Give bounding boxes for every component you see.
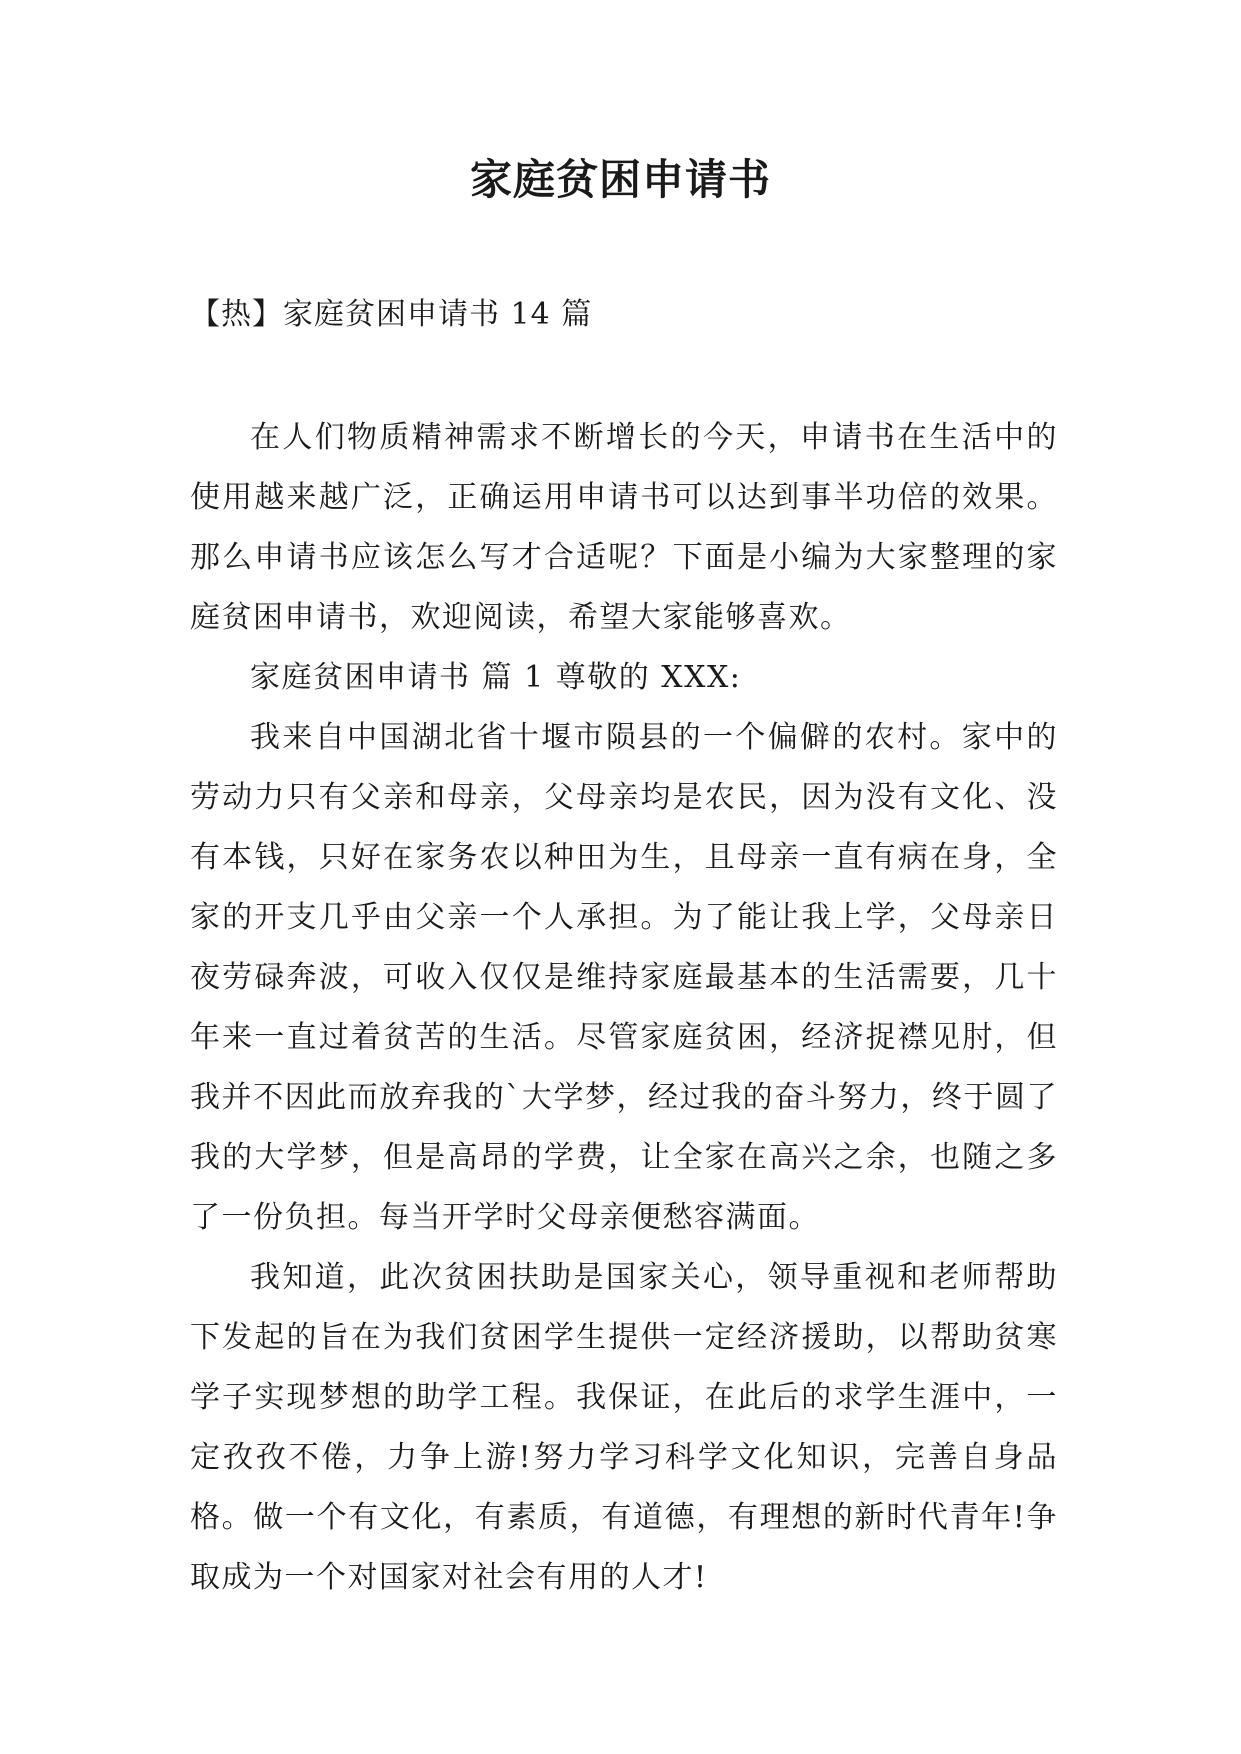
document-body — [190, 408, 1058, 1608]
body-paragraph: 我知道，此次贫困扶助是国家关心，领导重视和老师帮助下发起的旨在为我们贫困学生提供一定经济援助，以帮助贫寒学子实现梦想的助学工程。我保证，在此后的求学生涯中，一定孜孜不倦，力争上游!努力学习科学文化知识，完善自身品格。做一个有文化，有素质，有道德，有理想的新时代青年!争取成为一个对国家对社会有用的人才! — [190, 1260, 1058, 1595]
document-subtitle: 【热】家庭贫困申请书 14 篇 — [190, 297, 593, 332]
body-paragraph: 我来自中国湖北省十堰市陨县的一个偏僻的农村。家中的劳动力只有父亲和母亲，父母亲均是农民，因为没有文化、没有本钱，只好在家务农以种田为生，且母亲一直有病在身，全家的开支几乎由父亲一个人承担。为了能让我上学，父母亲日夜劳碌奔波，可收入仅仅是维持家庭最基本的生活需要，几十年来一直过着贫苦的生活。尽管家庭贫困，经济捉襟见肘，但我并不因此而放弃我的`大学梦，经过我的奋斗努力，终于圆了我的大学梦，但是高昂的学费，让全家在高兴之余，也随之多了一份负担。每当开学时父母亲便愁容满面。 — [190, 720, 1058, 1235]
intro-paragraph: 在人们物质精神需求不断增长的今天，申请书在生活中的使用越来越广泛，正确运用申请书可以达到事半功倍的效果。那么申请书应该怎么写才合适呢？下面是小编为大家整理的家庭贫困申请书，欢迎阅读，希望大家能够喜欢。 — [190, 420, 1058, 635]
letter-heading: 家庭贫困申请书 篇 1 尊敬的 XXX: — [250, 660, 742, 695]
page-title: 家庭贫困申请书 — [469, 155, 771, 204]
